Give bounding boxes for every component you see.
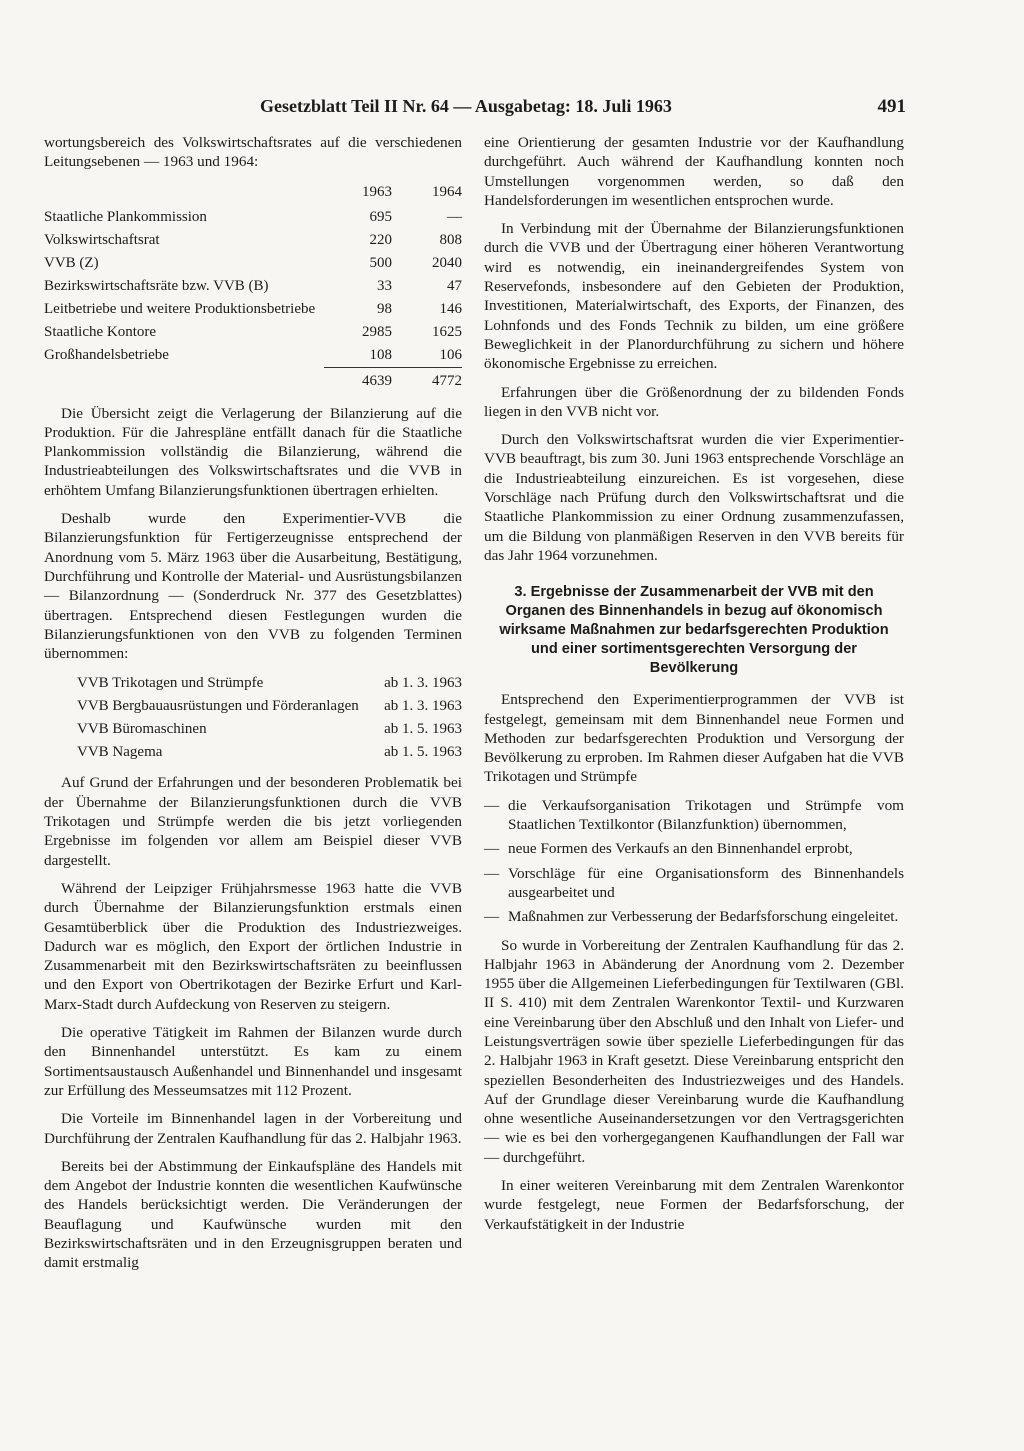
dash-bullet: — bbox=[484, 908, 500, 926]
schedule-row bbox=[44, 741, 462, 764]
table-total-row bbox=[44, 367, 462, 393]
value-1964: 146 bbox=[439, 300, 462, 317]
row-label: Staatliche Plankommission bbox=[44, 208, 207, 225]
page-header bbox=[44, 88, 906, 128]
row-label: Bezirkswirtschaftsräte bzw. VVB (B) bbox=[44, 277, 269, 294]
paragraph: In Verbindung mit der Übernahme der Bilanzierungsfunktionen durch die VVB und der Übertragung einer höheren Verantwortung wird es notwendig, ein ineinandergreifendes System von Reservefonds, insbesondere auf den Gebieten der Produktion, Investitionen, Materialwirtschaft, des Exports, der Finanzen, des Lohnfonds und des Fonds Technik zu bilden, um eine größere Beweglichkeit in der Planordurchführung zu sichern und höhere ökonomische Ergebnisse zu erreichen. bbox=[484, 220, 904, 373]
schedule-name: VVB Bergbauausrüstungen und Förderanlagen bbox=[77, 698, 359, 715]
value-1963: 2985 bbox=[362, 323, 392, 340]
value-1964: 2040 bbox=[432, 254, 462, 271]
list-item-text: Vorschläge für eine Organisationsform des Binnenhandels ausgearbeitet und bbox=[508, 864, 904, 901]
paragraph: Die Übersicht zeigt die Verlagerung der Bilanzierung auf die Produktion. Für die Jahrespläne entfällt danach für die Staatliche Plankommission vollständig die Bilanzierung, während die Industrieabteilungen des Volkswirtschaftsrates und die VVB in erhöhtem Umfang Bilanzierungsfunktionen übertragen erhielten. bbox=[44, 404, 462, 499]
value-1964: 808 bbox=[439, 231, 462, 248]
list-item-text: die Verkaufsorganisation Trikotagen und Strümpfe vom Staatlichen Textilkontor (Bilanzfunktion) übernommen, bbox=[508, 796, 904, 834]
header-title: Gesetzblatt Teil II Nr. 64 — Ausgabetag: 18. Juli 1963 bbox=[260, 96, 672, 116]
dash-bullet: — bbox=[484, 864, 500, 882]
table-row bbox=[44, 252, 462, 275]
table-header-row bbox=[44, 181, 462, 206]
schedule-name: VVB Trikotagen und Strümpfe bbox=[77, 675, 264, 692]
list-item-text: neue Formen des Verkaufs an den Binnenhandel erprobt, bbox=[508, 840, 853, 858]
paragraph: Während der Leipziger Frühjahrsmesse 1963 hatte die VVB durch Übernahme der Bilanzierungsfunktion erstmals einen Gesamtüberblick über die Produktion des Industriezweiges. Dadurch war es möglich, den Export der örtlichen Industrie in Zusammenarbeit mit den Bezirkswirtschaftsräten zu beeinflussen und den Export von Obertrikotagen der Bezirke Erfurt und Karl-Marx-Stadt durch Aufdeckung von Reserven zu steigern. bbox=[44, 879, 462, 1013]
paragraph: wortungsbereich des Volkswirtschaftsrates auf die verschiedenen Leitungsebenen — 1963 und 1964: bbox=[44, 134, 462, 171]
table-row bbox=[44, 298, 462, 321]
table-header-cell: 1964 bbox=[432, 183, 462, 200]
table-row bbox=[44, 206, 462, 229]
dash-bullet: — bbox=[484, 796, 500, 814]
row-label: Leitbetriebe und weitere Produktionsbetriebe bbox=[44, 300, 316, 317]
value-1964: 47 bbox=[447, 277, 462, 294]
budget-table bbox=[44, 181, 462, 393]
right-column bbox=[484, 133, 904, 1243]
paragraph: In einer weiteren Vereinbarung mit dem Zentralen Warenkontor wurde festgelegt, neue Formen der Bedarfsforschung, der Verkaufstätigkeit in der Industrie bbox=[484, 1177, 904, 1233]
paragraph: Entsprechend den Experimentierprogrammen der VVB ist festgelegt, gemeinsam mit dem Binnenhandel neue Formen und Methoden zur bedarfsgerechten Produktion und Versorgung der Bevölkerung zu erproben. Im Rahmen dieser Aufgaben hat die VVB Trikotagen und Strümpfe bbox=[484, 691, 904, 786]
list-item-text: Maßnahmen zur Verbesserung der Bedarfsforschung eingeleitet. bbox=[508, 908, 899, 926]
value-1963: 33 bbox=[377, 277, 392, 294]
paragraph: eine Orientierung der gesamten Industrie vor der Kaufhandlung durchgeführt. Auch während der Kaufhandlung konnten noch Umstellungen vorgenommen werden, so daß den Handelsforderungen im wesentlichen entsprochen wurde. bbox=[484, 134, 904, 209]
total-1964: 4772 bbox=[392, 367, 462, 393]
paragraph: Die Vorteile im Binnenhandel lagen in der Vorbereitung und Durchführung der Zentralen Kaufhandlung für das 2. Halbjahr 1963. bbox=[44, 1110, 462, 1147]
paragraph: Erfahrungen über die Größenordnung der zu bildenden Fonds liegen in den VVB nicht vor. bbox=[484, 383, 904, 420]
value-1964: 106 bbox=[439, 346, 462, 363]
list-item bbox=[484, 907, 904, 926]
schedule-row bbox=[44, 672, 462, 695]
row-label: Volkswirtschaftsrat bbox=[44, 231, 160, 248]
value-1963: 98 bbox=[377, 300, 392, 317]
schedule-row bbox=[44, 695, 462, 718]
left-column bbox=[44, 133, 462, 1282]
list-item bbox=[484, 796, 904, 835]
schedule-name: VVB Nagema bbox=[77, 744, 163, 761]
schedule-date: ab 1. 3. 1963 bbox=[384, 698, 462, 715]
value-1964: 1625 bbox=[432, 323, 462, 340]
page-number: 491 bbox=[877, 96, 906, 117]
table-row bbox=[44, 229, 462, 252]
schedule-date: ab 1. 5. 1963 bbox=[384, 744, 462, 761]
row-label: Großhandelsbetriebe bbox=[44, 347, 169, 364]
row-label: Staatliche Kontore bbox=[44, 323, 157, 340]
value-1963: 108 bbox=[369, 346, 392, 363]
measures-list bbox=[484, 796, 904, 927]
list-item bbox=[484, 839, 904, 858]
paragraph: Bereits bei der Abstimmung der Einkaufspläne des Handels mit dem Angebot der Industrie konnten die wesentlichen Kaufwünsche des Handels berücksichtigt werden. Die Veränderungen der Beauflagung und Kaufwünsche wurden mit den Bezirkswirtschaftsräten und in den Erzeugnisgruppen beraten und damit erstmalig bbox=[44, 1157, 462, 1272]
row-label: VVB (Z) bbox=[44, 254, 99, 271]
schedule-table bbox=[44, 672, 462, 764]
table-row bbox=[44, 321, 462, 344]
value-1964: — bbox=[447, 208, 462, 225]
value-1963: 500 bbox=[369, 254, 392, 271]
paragraph: So wurde in Vorbereitung der Zentralen Kaufhandlung für das 2. Halbjahr 1963 in Abänderung der Anordnung vom 2. Dezember 1955 über die Allgemeinen Lieferbedingungen für Textilwaren (GBl. II S. 410) mit dem Zentralen Warenkontor Textil- und Kurzwaren eine Vereinbarung über den Abschluß und den Inhalt von Liefer- und Leistungsverträgen sowie über spezielle Lieferbedingungen für das 2. Halbjahr 1963 in Kraft gesetzt. Diese Vereinbarung entspricht den speziellen Besonderheiten des Industriezweiges und des Handels. Auf der Grundlage dieser Vereinbarung wurde die Kaufhandlung ohne wesentliche Auseinandersetzungen vor den Vertragsgerichten — wie es bei den vorhergegangenen Kaufhandlungen der Fall war — durchgeführt. bbox=[484, 936, 904, 1166]
paragraph: Auf Grund der Erfahrungen und der besonderen Problematik bei der Übernahme der Bilanzierungsfunktionen durch die VVB Trikotagen und Strümpfe werden die bis jetzt vorliegenden Ergebnisse im folgenden vor allem am Beispiel dieser VVB dargestellt. bbox=[44, 774, 462, 869]
table-row bbox=[44, 344, 462, 368]
value-1963: 220 bbox=[369, 231, 392, 248]
paragraph: Deshalb wurde den Experimentier-VVB die Bilanzierungsfunktion für Fertigerzeugnisse entsprechend der Anordnung vom 5. März 1963 über die Ausarbeitung, Bestätigung, Durchführung und Kontrolle der Material- und Ausrüstungsbilanzen — Bilanzordnung — (Sonderdruck Nr. 377 des Gesetzblattes) übertragen. Entsprechend diesen Festlegungen wurden die Bilanzierungsfunktionen von den VVB zu folgenden Terminen übernommen: bbox=[44, 510, 462, 663]
paragraph: Die operative Tätigkeit im Rahmen der Bilanzen wurde durch den Binnenhandel unterstützt. Es kam zu einem Sortimentsaustausch Außenhandel und Binnenhandel und insgesamt zur Erfüllung des Messeumsatzes mit 112 Prozent. bbox=[44, 1024, 462, 1099]
list-item bbox=[484, 864, 904, 903]
paragraph: Durch den Volkswirtschaftsrat wurden die vier Experimentier-VVB beauftragt, bis zum 30. Juni 1963 entsprechende Vorschläge an die Industrieabteilung einzureichen. Es ist vorgesehen, diese Vorschläge nach Prüfung durch den Volkswirtschaftsrat und die Staatliche Plankommission zu einer Ordnung zusammenzufassen, um die Bildung von planmäßigen Reserven in den VVB bereits für das Jahr 1964 vorzunehmen. bbox=[484, 431, 904, 564]
schedule-date: ab 1. 3. 1963 bbox=[384, 675, 462, 692]
schedule-date: ab 1. 5. 1963 bbox=[384, 721, 462, 738]
table-header-cell: 1963 bbox=[362, 183, 392, 200]
total-1963: 4639 bbox=[324, 367, 392, 393]
value-1963: 695 bbox=[369, 208, 392, 225]
dash-bullet: — bbox=[484, 840, 500, 858]
schedule-name: VVB Büromaschinen bbox=[77, 721, 207, 738]
section-heading: 3. Ergebnisse der Zusammenarbeit der VVB mit den Organen des Binnenhandels in bezug auf ökonomisch wirksame Maßnahmen zur bedarfsgerechten Produktion und einer sortimentsgerechten Versorgung der Bevölkerung bbox=[499, 584, 889, 677]
table-header-cell bbox=[44, 181, 324, 206]
table-row bbox=[44, 275, 462, 298]
schedule-row bbox=[44, 718, 462, 741]
